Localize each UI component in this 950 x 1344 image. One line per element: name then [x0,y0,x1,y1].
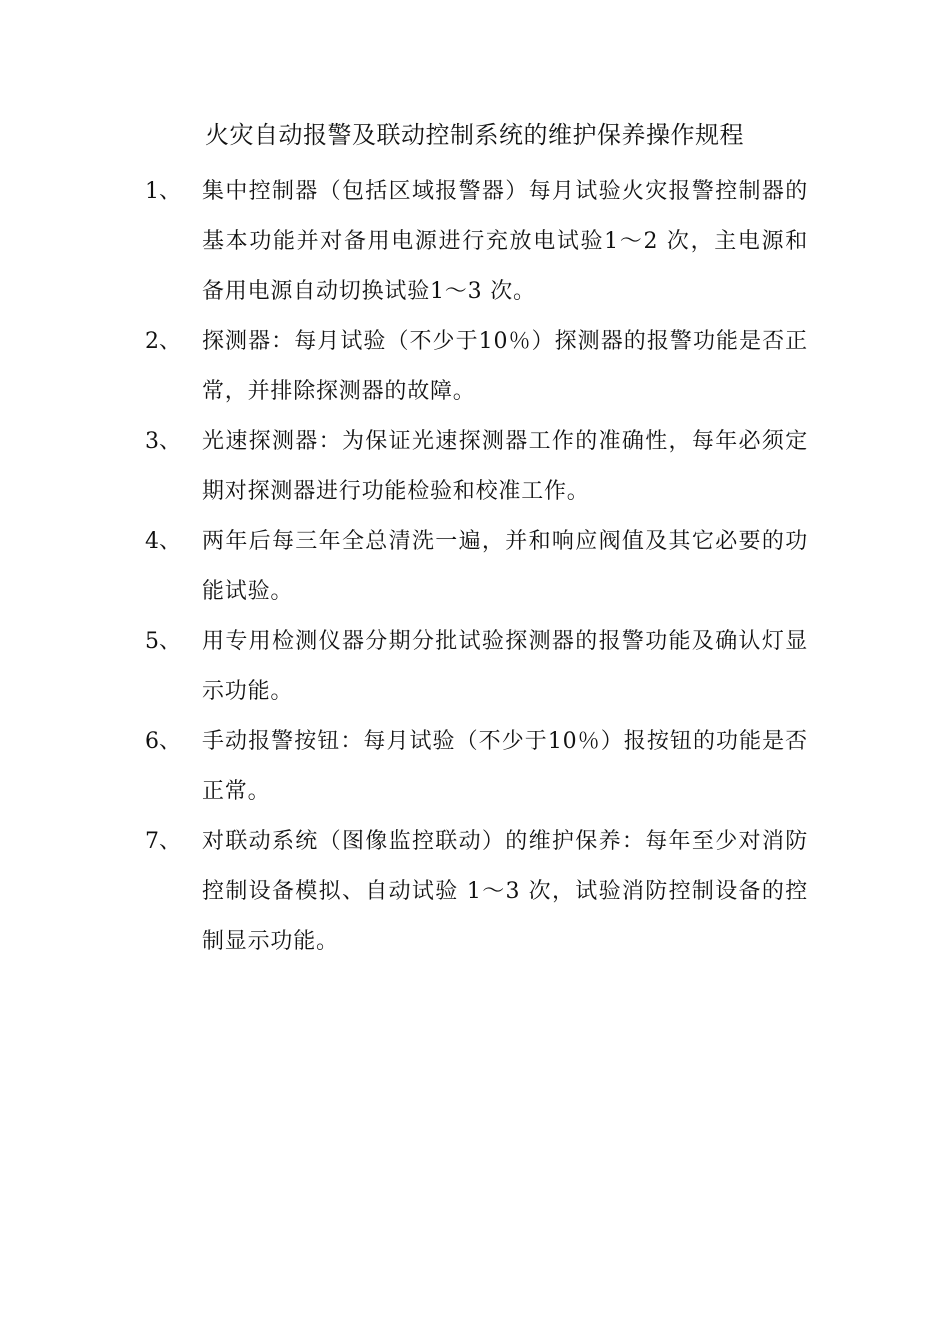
item-text: 手动报警按钮：每月试验（不少于10％）报按钮的功能是否正常。 [202,729,808,804]
item-number: 5、 [145,629,181,654]
list-item [140,167,820,317]
item-text: 探测器：每月试验（不少于10％）探测器的报警功能是否正常，并排除探测器的故障。 [202,329,808,404]
list-item [140,317,820,417]
item-number: 7、 [145,829,181,854]
item-number: 6、 [145,729,181,754]
list-item [140,417,820,517]
list-item [140,617,820,717]
item-number: 1、 [145,179,181,204]
item-text: 光速探测器：为保证光速探测器工作的准确性，每年必须定期对探测器进行功能检验和校准工作。 [202,429,808,504]
item-number: 4、 [145,529,181,554]
list-item [140,817,820,967]
list-item [140,717,820,817]
list-item [140,517,820,617]
item-text: 对联动系统（图像监控联动）的维护保养：每年至少对消防控制设备模拟、自动试验 1～3 次，试验消防控制设备的控制显示功能。 [202,829,808,954]
procedure-list [140,167,820,967]
item-text: 两年后每三年全总清洗一遍，并和响应阀值及其它必要的功能试验。 [202,529,808,604]
item-number: 3、 [145,429,181,454]
item-text: 集中控制器（包括区域报警器）每月试验火灾报警控制器的基本功能并对备用电源进行充放电试验1～2 次，主电源和备用电源自动切换试验1～3 次。 [202,179,808,304]
document-title: 火灾自动报警及联动控制系统的维护保养操作规程 [205,121,744,149]
item-number: 2、 [145,329,181,354]
item-text: 用专用检测仪器分期分批试验探测器的报警功能及确认灯显示功能。 [202,629,808,704]
